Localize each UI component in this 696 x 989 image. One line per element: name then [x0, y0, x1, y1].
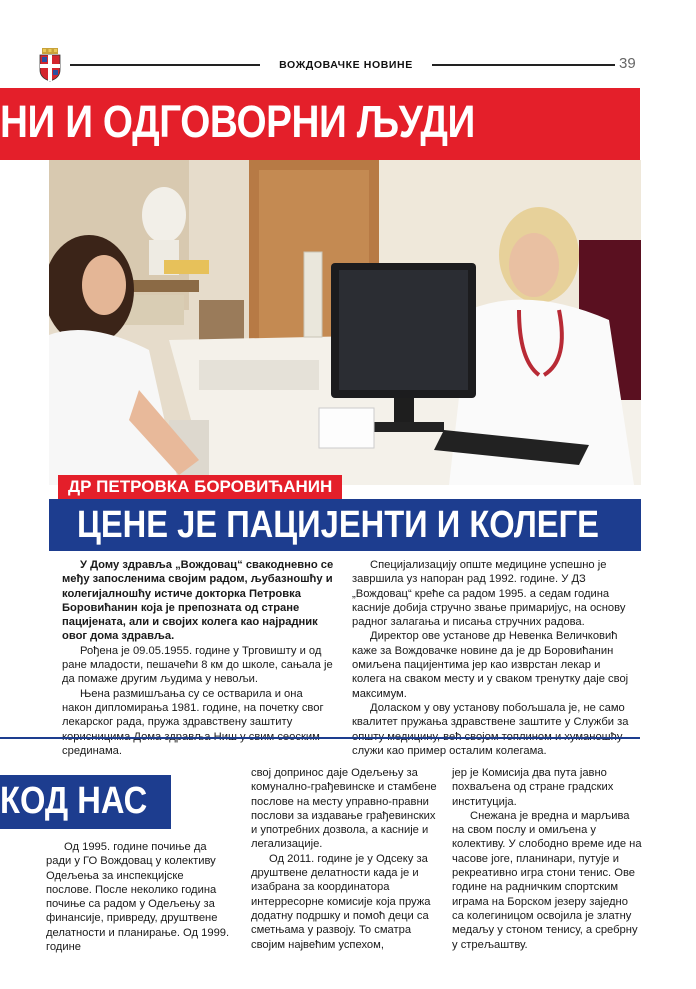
article-column-1 [62, 558, 334, 758]
lower-paragraph-continued: свој допринос даје Одељењу за комунално-грађевинске и стамбене послове на месту управно-правни послови за издавање грађевинских и употребних дозвола, а касније и легализације. [251, 767, 437, 851]
header-rule-left [70, 64, 260, 66]
headline-top: НИ И ОДГОВОРНИ ЉУДИ [0, 96, 475, 147]
lower-headline: КОД НАС [0, 780, 148, 822]
lower-paragraph: Од 1995. године почиње да ради у ГО Вождовац у колективу Одељења за инспекцијске послове. После неколико година почиње са радом у Одељењу за финансије, привреду, друштвене делатности и планирање. Од 1999. године [46, 841, 230, 954]
article-paragraph: Њена размишљања су се остварила и она након дипломирања 1981. године, на почетку свог лекарског рада, пружа здравствену заштиту срединама. [62, 687, 324, 757]
section-separator [0, 737, 640, 739]
lower-paragraph: Од 2011. године је у Одсеку за друштвене делатности када је и изабрана за координатора интерресорне комисије која пружа додатну подршку и помоћ деци са сметњама у развоју. То сматра својим највећим успехом, [251, 852, 431, 951]
photo-caption: ДР ПЕТРОВКА БОРОВИЋАНИН [58, 475, 342, 499]
page-number: 39 [619, 55, 636, 72]
lower-column-1 [46, 840, 231, 954]
headline-main: ЦЕНЕ ЈЕ ПАЦИЈЕНТИ И КОЛЕГЕ [77, 504, 599, 546]
article-paragraph: Специјализацију опште медицине успешно је завршила уз напоран рад 1992. године. У ДЗ „Вождовац“ креће са радом 1995. а седам година касније добија стручно звање примаријус, на основу радног залагања и писања стручних радова. [352, 559, 626, 629]
article-lead-paragraph: У Дому здравља „Вождовац“ свакодневно се међу запосленима својим радом, љубазношћу и колегијалношћу истиче докторка Петровка Боровићанин која је препозната од стране пацијената, али и својих колега као најрадник овог дома здравља. [62, 559, 334, 643]
municipal-crest-icon [38, 48, 62, 82]
article-paragraph: Доласком у ову установу побољшала је, не само квалитет пружања здравствене заштите у Служби за служи као пример осталим колегама. [352, 701, 629, 757]
lower-column-2 [251, 766, 439, 952]
article-paragraph: Рођена је 09.05.1955. године у Трговишту и од ране младости, пешачећи 8 км до школе, сањала је да помаже другим људима у невољи. [62, 644, 333, 686]
lower-paragraph-continued: јер је Комисија два пута јавно похваљена од стране градских институција. [452, 767, 614, 808]
lower-column-3 [452, 766, 642, 952]
article-paragraph: Директор ове установе др Невенка Величковић каже за Вождовачке новине да је др Боровићанин омиљена пацијентима јер као изврстан лекар и колега на сваком месту и у сваком тренутку даје свој максимум. [352, 630, 629, 700]
article-column-2 [352, 558, 637, 758]
article-photo [49, 160, 641, 485]
header-rule-right [432, 64, 615, 66]
publication-name: ВОЖДОВАЧКЕ НОВИНЕ [279, 59, 413, 71]
lower-paragraph: Снежана је вредна и марљива на свом послу и омиљена у колективу. У слободно време иде на часове јоге, планинари, путује и рекреативно игра стони тенис. Ове године на радничким спортским играма на Борском језеру заједно са колегиницом освојила је златну медаљу у стоном тенису, а сребрну у стрељаштву. [452, 809, 642, 951]
